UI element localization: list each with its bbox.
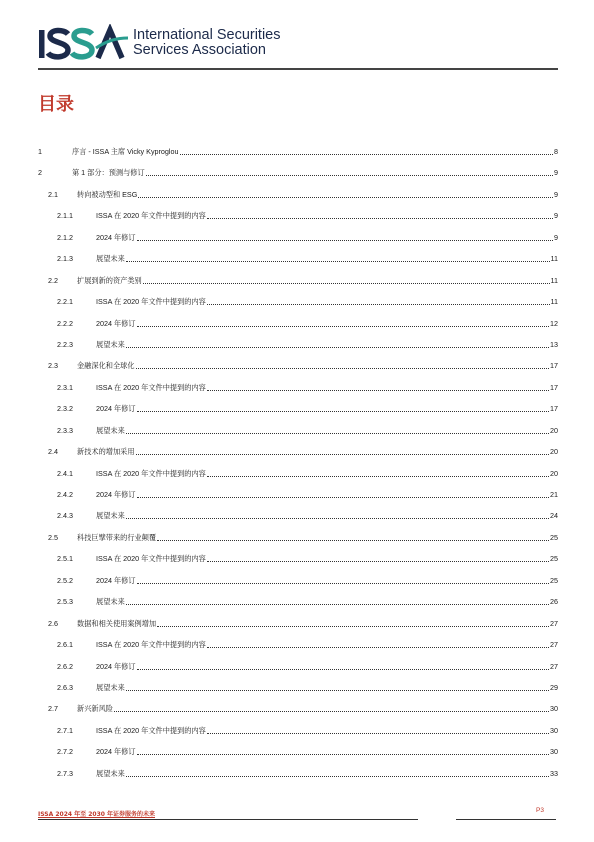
toc-entry[interactable] [38,319,558,340]
header-divider [38,68,558,70]
toc-entry-label: ISSA 在 2020 年文件中提到的内容 [96,297,206,307]
toc-entry[interactable] [38,469,558,490]
toc-entry-page: 17 [550,382,558,392]
toc-entry-number: 2.6.3 [57,682,73,692]
toc-entry-page: 26 [550,597,558,607]
toc-entry-label: 展望未来 [96,339,125,349]
toc-entry-page: 17 [550,404,558,414]
toc-leader-dots [137,662,549,670]
toc-entry[interactable] [38,233,558,254]
logo-line-2: Services Association [133,42,266,58]
logo-wordmark [133,28,281,58]
toc-entry[interactable] [38,361,558,382]
toc-entry-page: 30 [550,725,558,735]
toc-entry-page: 9 [554,211,558,221]
toc-entry-label: ISSA 在 2020 年文件中提到的内容 [96,468,206,478]
toc-entry-number: 2.4.1 [57,468,73,478]
toc-entry-number: 2.3.2 [57,404,73,414]
toc-entry-page: 24 [550,511,558,521]
logo-line-1: International Securities [133,27,281,43]
toc-entry-page: 30 [550,704,558,714]
toc-leader-dots [137,490,549,498]
toc-entry-page: 30 [550,747,558,757]
toc-entry-label: 金融深化和全球化 [77,361,135,371]
toc-entry-page: 29 [550,682,558,692]
toc-entry-number: 2.6 [48,618,58,628]
toc-entry-label: 转向被动型和 ESG [77,189,138,199]
toc-entry-page: 27 [550,661,558,671]
toc-leader-dots [137,404,549,412]
toc-entry-page: 25 [550,532,558,542]
toc-leader-dots [126,769,549,777]
toc-entry-label: 2024 年修订 [96,661,136,671]
toc-entry-label: 2024 年修订 [96,490,136,499]
page-title: 目录 [38,94,74,115]
toc-entry-label: ISSA 在 2020 年文件中提到的内容 [96,554,206,564]
toc-entry[interactable] [38,554,558,575]
toc-entry-page: 27 [550,640,558,650]
toc-entry-page: 11 [550,297,558,307]
toc-leader-dots [137,319,549,327]
toc-entry-label: 新兴新风险 [77,704,113,714]
toc-leader-dots [137,233,553,241]
toc-leader-dots [143,276,550,284]
toc-entry-number: 2.4.3 [57,511,73,521]
toc-entry[interactable] [38,769,558,790]
toc-entry-number: 2.7.2 [57,747,73,757]
issa-logo-icon [38,24,128,64]
toc-leader-dots [136,447,549,455]
toc-entry-number: 2.7.3 [57,768,73,778]
footer-title: ISSA 2024 年至 2030 年证券服务的未来 [38,811,156,818]
toc-entry-number: 2.5.1 [57,554,73,564]
toc-leader-dots [207,297,550,305]
toc-entry[interactable] [38,747,558,768]
toc-entry-number: 2.2.2 [57,318,73,328]
toc-entry-page: 20 [550,425,558,435]
toc-entry-page: 9 [554,168,558,178]
toc-entry[interactable] [38,254,558,275]
toc-entry-page: 33 [550,768,558,778]
toc-entry-number: 2.2 [48,275,58,285]
toc-entry-number: 2.5.2 [57,575,73,585]
toc-entry-number: 2.3.3 [57,425,73,435]
toc-entry[interactable] [38,726,558,747]
toc-entry-page: 27 [550,618,558,628]
toc-entry-page: 21 [550,490,558,499]
toc-leader-dots [126,340,549,348]
toc-entry-label: 展望未来 [96,597,125,607]
toc-entry[interactable] [38,276,558,297]
toc-entry-number: 2.4 [48,447,58,457]
toc-entry-number: 2.4.2 [57,490,73,499]
toc-leader-dots [126,426,549,434]
toc-entry-label: 扩展到新的资产类别 [77,275,142,285]
toc-entry-page: 9 [554,232,558,242]
toc-entry-number: 2.5.3 [57,597,73,607]
toc-entry-number: 2.1 [48,189,58,199]
toc-entry-page: 17 [550,361,558,371]
toc-entry-page: 11 [550,254,558,264]
toc-entry-label: 第 1 部分：预测与修订 [72,168,145,178]
toc-entry-number: 2.1.2 [57,232,73,242]
toc-entry[interactable] [38,576,558,597]
toc-entry-label: ISSA 在 2020 年文件中提到的内容 [96,211,206,221]
toc-entry-number: 2.2.3 [57,339,73,349]
toc-entry[interactable] [38,404,558,425]
toc-entry-page: 12 [550,318,558,328]
toc-entry-number: 2.1.1 [57,211,73,221]
toc-leader-dots [207,554,549,562]
toc-entry[interactable] [38,190,558,211]
toc-leader-dots [157,533,549,541]
toc-entry[interactable] [38,426,558,447]
footer-divider-left [38,819,418,820]
toc-entry[interactable] [38,619,558,640]
toc-entry-number: 2.3 [48,361,58,371]
toc-entry[interactable] [38,147,558,168]
footer-divider-right [456,819,556,820]
toc-entry-label: 展望未来 [96,768,125,778]
toc-entry[interactable] [38,297,558,318]
toc-leader-dots [180,147,553,155]
toc-entry-number: 2.7.1 [57,725,73,735]
page-header [38,24,558,70]
toc-entry-page: 20 [550,447,558,457]
toc-entry[interactable] [38,640,558,661]
toc-entry[interactable] [38,597,558,618]
toc-entry-page: 9 [554,189,558,199]
toc-leader-dots [207,640,549,648]
toc-entry-label: 科技巨擘带来的行业颠覆 [77,532,157,542]
toc-leader-dots [207,211,553,219]
toc-leader-dots [138,190,553,198]
toc-entry-number: 2.5 [48,532,58,542]
toc-entry[interactable] [38,211,558,232]
toc-leader-dots [126,254,550,262]
toc-entry-page: 25 [550,554,558,564]
toc-leader-dots [207,469,549,477]
toc-leader-dots [126,597,549,605]
toc-entry-label: 2024 年修订 [96,747,136,757]
toc-entry-number: 2.3.1 [57,382,73,392]
toc-leader-dots [137,747,549,755]
toc-leader-dots [126,683,549,691]
toc-leader-dots [146,168,553,176]
toc-leader-dots [136,361,549,369]
toc-entry-page: 13 [550,339,558,349]
toc-entry[interactable] [38,704,558,725]
toc-leader-dots [137,576,549,584]
toc-entry[interactable] [38,168,558,189]
toc-entry-number: 2.2.1 [57,297,73,307]
toc-entry-label: ISSA 在 2020 年文件中提到的内容 [96,382,206,392]
toc-entry-label: 展望未来 [96,682,125,692]
toc-entry[interactable] [38,340,558,361]
toc-entry[interactable] [38,383,558,404]
toc-entry[interactable] [38,490,558,511]
toc-entry-label: 展望未来 [96,511,125,521]
toc-leader-dots [126,511,549,519]
toc-entry-label: 展望未来 [96,254,125,264]
toc-entry-label: ISSA 在 2020 年文件中提到的内容 [96,725,206,735]
toc-entry-label: 2024 年修订 [96,404,136,414]
toc-entry-label: 2024 年修订 [96,318,136,328]
toc-leader-dots [207,383,549,391]
toc-entry-page: 8 [554,147,558,156]
toc-entry-page: 11 [550,275,558,285]
toc-leader-dots [114,704,549,712]
toc-entry-number: 2 [38,168,42,178]
toc-leader-dots [157,619,549,627]
toc-entry-number: 2.6.1 [57,640,73,650]
toc-entry-label: 展望未来 [96,425,125,435]
toc-entry-page: 20 [550,468,558,478]
toc-entry-label: 数据和相关使用案例增加 [77,618,157,628]
toc-entry-label: ISSA 在 2020 年文件中提到的内容 [96,640,206,650]
toc-entry-number: 2.1.3 [57,254,73,264]
toc-entry-number: 2.7 [48,704,58,714]
toc-entry-number: 1 [38,147,42,156]
toc-entry-label: 新技术的增加采用 [77,447,135,457]
toc-leader-dots [207,726,549,734]
toc-entry-label: 2024 年修订 [96,232,136,242]
page-number: P3 [536,807,544,814]
toc-entry-number: 2.6.2 [57,661,73,671]
table-of-contents [38,147,558,790]
toc-entry[interactable] [38,683,558,704]
toc-entry[interactable] [38,533,558,554]
toc-entry-label: 2024 年修订 [96,575,136,585]
toc-entry-page: 25 [550,575,558,585]
toc-entry-label: 序言 - ISSA 主席 Vicky Kyproglou [72,147,179,156]
toc-entry[interactable] [38,662,558,683]
toc-entry[interactable] [38,447,558,468]
toc-entry[interactable] [38,511,558,532]
